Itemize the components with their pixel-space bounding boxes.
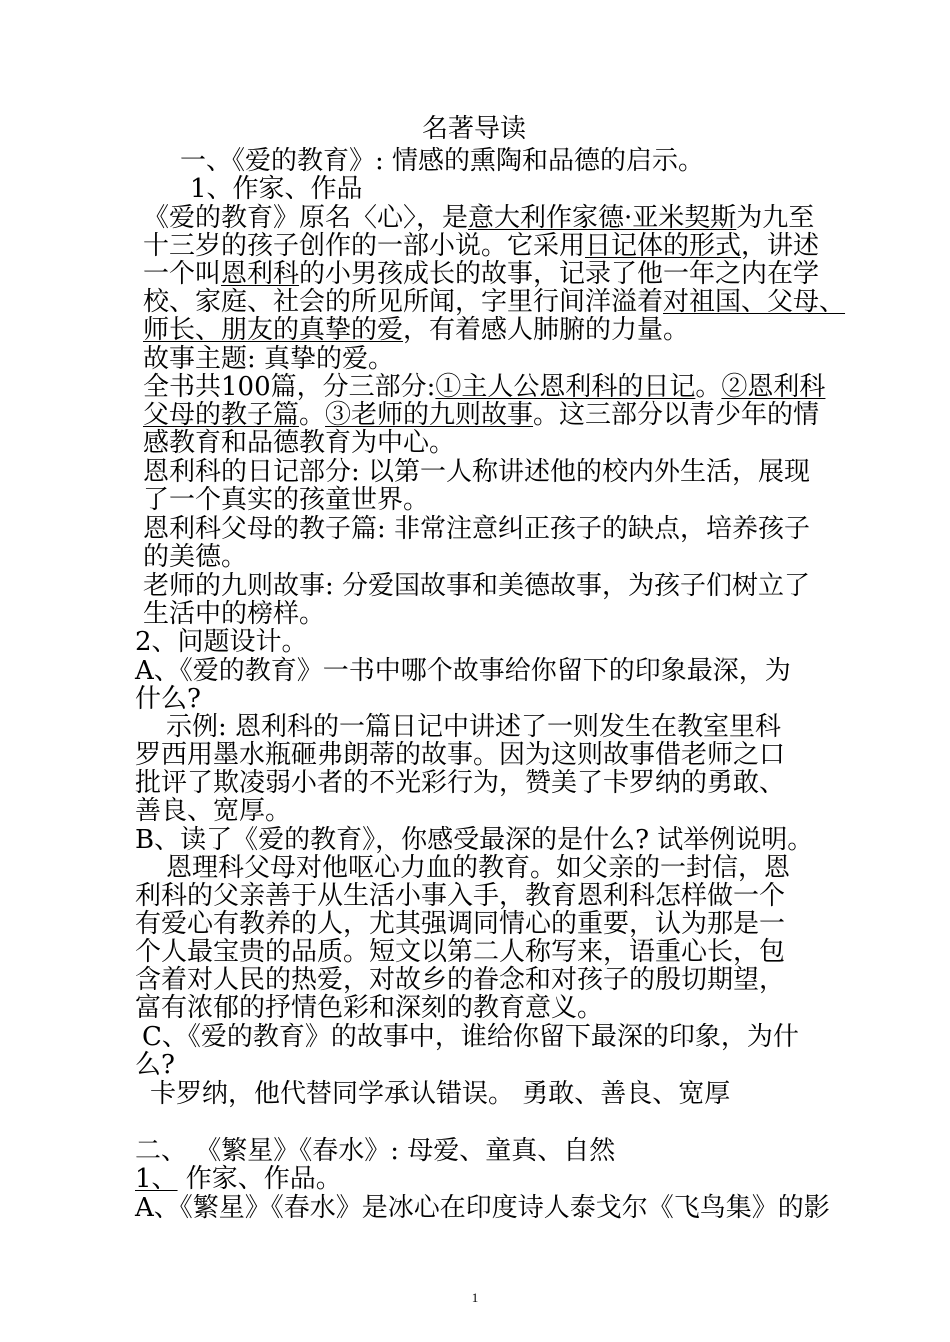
section-2-sub-1 — [135, 1163, 342, 1195]
intro-underlined: 恩利科 — [221, 259, 300, 289]
answer-b-line-6: 富有浓郁的抒情色彩和深刻的教育意义。 — [135, 993, 604, 1023]
answer-b-line-4: 个人最宝贵的品质。短文以第二人称写来，语重心长，包 — [135, 937, 786, 967]
diary-line-2: 了一个真实的孩童世界。 — [143, 485, 430, 515]
parts-text: 感教育和品德教育为中心。 — [143, 428, 456, 458]
section-2-sub-1-number: 1、 — [135, 1164, 178, 1194]
parts-line-3 — [143, 427, 455, 459]
section-2-line-a: A、《繁星》《春水》是冰心在印度诗人泰戈尔《飞鸟集》的影 — [135, 1193, 830, 1223]
parts-text: 。这三部分以青少年的情 — [533, 400, 820, 430]
intro-text: 的小男孩成长的故事，记录了他一年之内在学 — [299, 259, 820, 289]
answer-b-line-5: 含着对人民的热爱，对故乡的眷念和对孩子的殷切期望， — [135, 965, 786, 995]
question-b: B、读了《爱的教育》，你感受最深的是什么? 试举例说明。 — [135, 825, 814, 855]
answer-b-line-2: 利科的父亲善于从生活小事入手，教育恩利科怎样做一个 — [135, 881, 786, 911]
intro-underlined: 师长、朋友的真挚的爱 — [143, 315, 404, 345]
section-2-heading: 二、 《繁星》《春水》: 母爱、童真、自然 — [135, 1136, 616, 1166]
parts-text: 。 — [695, 372, 722, 402]
answer-b-line-3: 有爱心有教养的人，尤其强调同情心的重要，认为那是一 — [135, 909, 786, 939]
page-number: 1 — [471, 1290, 479, 1305]
parts-underlined: 父母的教子篇 — [143, 400, 300, 430]
intro-text: 《爱的教育》原名〈心〉，是 — [143, 203, 469, 233]
section-1-sub-2: 2、问题设计。 — [135, 627, 308, 657]
parts-text: 全书共100篇，分三部分: — [143, 372, 436, 402]
question-a-line-1: A、《爱的教育》一书中哪个故事给你留下的印象最深，为 — [135, 656, 791, 686]
intro-text: ，有着感人肺腑的力量。 — [403, 315, 690, 345]
question-c-line-2: 么? — [135, 1050, 175, 1080]
page-title: 名著导读 — [422, 114, 527, 144]
answer-c: 卡罗纳，他代替同学承认错误。 勇敢、善良、宽厚 — [150, 1079, 731, 1109]
answer-b-line-1: 恩理科父母对他呕心力血的教育。如父亲的一封信，恩 — [166, 853, 791, 883]
intro-text: 一个叫 — [143, 259, 222, 289]
story-theme: 故事主题: 真挚的爱。 — [143, 344, 395, 374]
intro-underlined: 日记体的形式 — [585, 231, 742, 261]
parts-underlined: ③老师的九则故事 — [325, 400, 534, 430]
answer-a-line-2: 罗西用墨水瓶砸弗朗蒂的故事。因为这则故事借老师之口 — [135, 740, 786, 770]
section-1-sub-1: 1、作家、作品 — [190, 174, 363, 204]
teacher-line-1: 老师的九则故事: 分爱国故事和美德故事，为孩子们树立了 — [143, 571, 811, 601]
parts-underlined: ②恩利科 — [721, 372, 826, 402]
question-c-line-1: C、《爱的教育》的故事中，谁给你留下最深的印象，为什 — [142, 1022, 799, 1052]
intro-text: 为九至 — [736, 203, 815, 233]
parents-line-1: 恩利科父母的教子篇: 非常注意纠正孩子的缺点，培养孩子 — [143, 514, 811, 544]
parents-line-2: 的美德。 — [143, 542, 248, 572]
parts-text: 。 — [299, 400, 326, 430]
answer-a-line-1: 示例: 恩利科的一篇日记中讲述了一则发生在教室里科 — [166, 712, 782, 742]
section-1-heading: 一、《爱的教育》: 情感的熏陶和品德的启示。 — [180, 146, 705, 176]
intro-underlined: 意大利作家德·亚米契斯 — [468, 203, 737, 233]
intro-text: 校、家庭、社会的所见所闻，字里行间洋溢着 — [143, 287, 664, 317]
answer-a-line-4: 善良、宽厚。 — [135, 796, 292, 826]
parts-underlined: ①主人公恩利科的日记 — [435, 372, 696, 402]
diary-line-1: 恩利科的日记部分: 以第一人称讲述他的校内外生活，展现 — [143, 457, 811, 487]
intro-line-5 — [143, 314, 689, 346]
intro-underlined: 对祖国、父母、 — [663, 287, 846, 317]
question-a-line-2: 什么? — [135, 684, 201, 714]
answer-a-line-3: 批评了欺凌弱小者的不光彩行为，赞美了卡罗纳的勇敢、 — [135, 768, 786, 798]
intro-text: 十三岁的孩子创作的一部小说。它采用 — [143, 231, 586, 261]
teacher-line-2: 生活中的榜样。 — [143, 599, 326, 629]
intro-text: ，讲述 — [741, 231, 820, 261]
section-2-sub-1-text: 作家、作品。 — [177, 1164, 342, 1194]
